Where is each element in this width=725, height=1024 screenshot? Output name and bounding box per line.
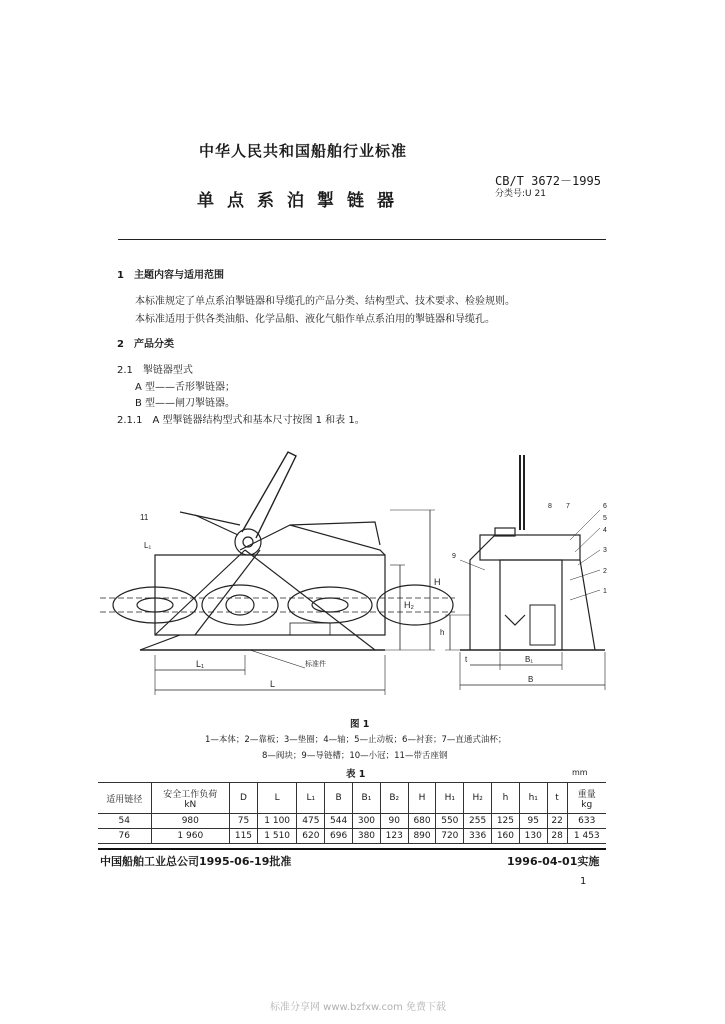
table-header-cell: L₁ (297, 783, 325, 814)
table-cell: 28 (547, 829, 567, 844)
table-cell: 1 453 (567, 829, 606, 844)
dim-b1: B₁ (525, 655, 534, 664)
section-2-1-heading: 2.1 掣链器型式 (117, 365, 193, 376)
label-11: 11 (140, 513, 149, 522)
table-cell: 680 (408, 814, 436, 829)
section-1-paragraph-2: 本标准适用于供各类油船、化学品船、液化气船作单点系泊用的掣链器和导缆孔。 (135, 314, 495, 325)
footer-divider (98, 848, 606, 850)
table-cell: 475 (297, 814, 325, 829)
table-cell: 380 (353, 829, 381, 844)
table-caption: 表 1 (346, 769, 366, 780)
label-5: 5 (603, 515, 607, 522)
label-4: 4 (603, 527, 607, 534)
section-1-heading: 1 主题内容与适用范围 (117, 270, 224, 281)
table-header-cell: H₁ (436, 783, 464, 814)
table-header-cell: 适用链径 (98, 783, 151, 814)
table-cell: 544 (325, 814, 353, 829)
table-unit: mm (572, 768, 588, 777)
table-cell: 123 (380, 829, 408, 844)
figure-caption: 图 1 (350, 719, 370, 730)
issuing-authority: 中华人民共和国船舶行业标准 (199, 142, 408, 160)
spec-table (98, 782, 606, 844)
table-cell: 115 (230, 829, 258, 844)
label-3: 3 (603, 547, 607, 554)
table-cell: 125 (492, 814, 520, 829)
section-1-paragraph-1: 本标准规定了单点系泊掣链器和导缆孔的产品分类、结构型式、技术要求、检验规则。 (135, 296, 515, 307)
table-header-cell: 重量 kg (567, 783, 606, 814)
type-b-line: B 型——闸刀掣链器。 (135, 398, 236, 409)
label-2: 2 (603, 568, 607, 575)
dim-t: t (465, 655, 468, 664)
page-number: 1 (580, 876, 587, 887)
standard-code: CB/T 3672－1995 (495, 174, 601, 188)
side-view (100, 452, 455, 695)
label-7: 7 (566, 503, 570, 510)
dim-h2: H₂ (404, 600, 414, 610)
dim-l: L (270, 679, 276, 689)
approval-line: 中国船舶工业总公司1995-06-19批准 (100, 855, 292, 868)
table-cell: 95 (519, 814, 547, 829)
table-header-cell: L (257, 783, 297, 814)
label-std-part: 标准件 (305, 661, 326, 668)
table-header-cell: h₁ (519, 783, 547, 814)
table-cell: 130 (519, 829, 547, 844)
table-header-cell: D (230, 783, 258, 814)
table-cell: 1 510 (257, 829, 297, 844)
table-header-cell: 安全工作负荷 kN (151, 783, 230, 814)
dim-h: h (440, 628, 445, 637)
type-a-line: A 型——舌形掣链器； (135, 382, 236, 393)
table-cell: 76 (98, 829, 151, 844)
table-row (98, 829, 606, 844)
header-divider (118, 239, 606, 240)
table-cell: 620 (297, 829, 325, 844)
table-cell: 696 (325, 829, 353, 844)
figure-legend-line-2: 8—阀块；9—导链槽；10—小冠；11—带舌座钢 (262, 751, 448, 761)
table-body (98, 814, 606, 844)
table-header-cell: H₂ (464, 783, 492, 814)
label-9-front: 9 (452, 553, 456, 560)
classification-number: 分类号:U 21 (495, 189, 546, 199)
table-header-cell: B₂ (380, 783, 408, 814)
table-cell: 633 (567, 814, 606, 829)
table-header-cell: H (408, 783, 436, 814)
table-cell: 75 (230, 814, 258, 829)
table-row (98, 814, 606, 829)
table-cell: 255 (464, 814, 492, 829)
table-cell: 300 (353, 814, 381, 829)
table-cell: 336 (464, 829, 492, 844)
table-cell: 22 (547, 814, 567, 829)
label-6: 6 (603, 503, 607, 510)
table-cell: 550 (436, 814, 464, 829)
dim-hh: H (434, 577, 441, 587)
table-header-cell: h (492, 783, 520, 814)
implementation-date: 1996-04-01实施 (507, 855, 600, 868)
table-cell: 890 (408, 829, 436, 844)
table-header-cell: B₁ (353, 783, 381, 814)
table-cell: 90 (380, 814, 408, 829)
table-cell: 720 (436, 829, 464, 844)
table-cell: 160 (492, 829, 520, 844)
dim-b: B (528, 675, 534, 684)
dim-l1: L₁ (196, 659, 205, 669)
label-8: 8 (548, 503, 552, 510)
section-2-heading: 2 产品分类 (117, 339, 174, 350)
figure-1-drawing (100, 440, 620, 710)
section-2-1-1-line: 2.1.1 A 型掣链器结构型式和基本尺寸按图 1 和表 1。 (117, 415, 365, 426)
table-cell: 1 100 (257, 814, 297, 829)
table-cell: 54 (98, 814, 151, 829)
table-header-cell: t (547, 783, 567, 814)
table-header-cell: B (325, 783, 353, 814)
table-cell: 1 960 (151, 829, 230, 844)
table-cell: 980 (151, 814, 230, 829)
table-header-row (98, 783, 606, 814)
document-title: 单点系泊掣链器 (197, 191, 407, 211)
label-1: 1 (603, 588, 607, 595)
label-l1-side: L₁ (144, 541, 152, 550)
figure-legend-line-1: 1—本体；2—靠板；3—垫圈；4—轴；5—止动板；6—衬套；7—直通式油杯； (205, 735, 507, 745)
watermark-text: 标准分享网 www.bzfxw.com 免费下载 (270, 1002, 446, 1013)
